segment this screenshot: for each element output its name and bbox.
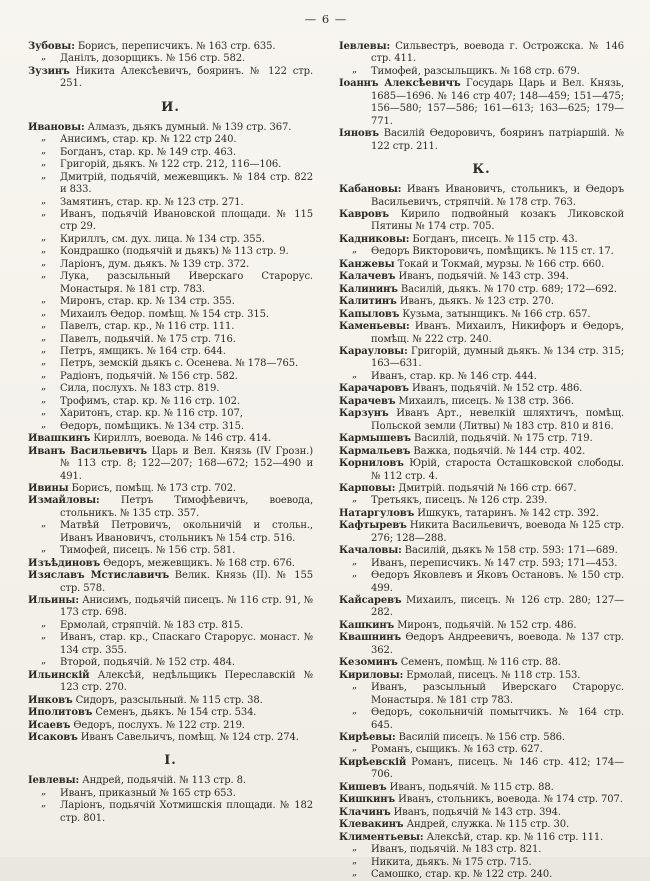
entry-surname: Іоаннъ Алексѣевичъ [339, 78, 461, 90]
index-entry [28, 720, 313, 732]
entry-text: Иванъ, дьякъ. № 123 стр. 270. [399, 296, 554, 308]
entry-surname: Кирѣевскій [339, 756, 407, 768]
index-entry [339, 383, 624, 395]
index-entry-ditto [339, 844, 624, 856]
entry-surname: Каменьевы: [339, 321, 410, 333]
index-entry [28, 732, 313, 744]
ditto-mark: „ [41, 244, 47, 256]
ditto-mark: „ [41, 306, 47, 318]
ditto-mark: „ [41, 194, 47, 206]
entry-surname: Квашнинъ [339, 632, 402, 644]
entry-text: Кириллъ, воевода. № 146 стр. 414. [93, 433, 272, 445]
entry-text: Василій Ѳедоровичъ, бояринъ патріаршій. № 122 стр. 211. [371, 128, 624, 152]
index-entry-ditto [28, 545, 313, 557]
ditto-mark: „ [41, 144, 47, 156]
entry-text: Михаилъ Ѳедор. помѣщ. № 154 стр. 315. [60, 308, 269, 320]
index-entry-ditto [28, 271, 313, 296]
entry-text: Алексѣй, стар. кр. № 116 стр. 111. [426, 831, 604, 843]
ditto-mark: „ [41, 655, 47, 667]
entry-surname: Качаловы: [339, 545, 402, 557]
index-entry-ditto [28, 206, 313, 234]
index-entry [339, 284, 624, 296]
entry-text: Иванъ Ивановичъ, стольникъ, и Ѳедоръ Васильевичъ, стряпчій. № 178 стр. 763. [371, 184, 624, 208]
index-entry [339, 128, 624, 153]
index-entry-ditto [28, 194, 313, 209]
entry-text: Ермолай, писецъ. № 118 стр. 153. [406, 669, 581, 681]
index-entry-ditto [28, 159, 313, 171]
entry-text: Ларіонъ, подьячій Хотмишскія площади. № 182 стр. 801. [60, 800, 313, 824]
index-entry [339, 446, 624, 458]
entry-surname: Исаковъ [28, 732, 78, 744]
entry-text: Сидоръ, разсыльный. № 115 стр. 38. [75, 694, 263, 706]
entry-surname: Кармальевъ [339, 445, 411, 457]
entry-text: Борисъ, переписчикъ. № 163 стр. 635. [77, 41, 276, 52]
entry-surname: Иванъ Васильевичъ [28, 445, 147, 457]
entry-text: Григорій, думный дьякъ. № 134 стр. 315; 163—631. [371, 345, 625, 370]
entry-text: Семенъ, помѣщ. № 116 стр. 88. [400, 657, 561, 669]
entry-text: Кузьма, затынщикъ. № 166 стр. 657. [402, 308, 591, 320]
index-entry-ditto [28, 134, 313, 146]
index-entry-ditto [339, 744, 624, 756]
entry-text: Юрій, староста Осташковской слободы. № 112 стр. 4. [371, 458, 624, 482]
index-entry-ditto [28, 383, 313, 395]
index-entry [339, 520, 624, 545]
index-entry [339, 346, 624, 371]
entry-surname: Исаевъ [28, 719, 71, 731]
index-entry-ditto [28, 331, 313, 346]
entry-text: Андрей, подьячій. № 113 стр. 8. [82, 775, 246, 787]
entry-surname: Клачинъ [339, 806, 391, 818]
entry-surname: Кайсаревъ [339, 595, 402, 607]
index-entry [339, 184, 624, 209]
entry-text: Важка, подьячій. № 144 стр. 402. [413, 445, 586, 457]
ditto-mark: „ [41, 381, 47, 393]
entry-text: Сильвестръ, воевода г. Острожска. № 146 стр. 411. [371, 41, 625, 65]
index-entry [339, 271, 624, 283]
ditto-mark: „ [352, 555, 358, 567]
entry-surname: Измайловы: [28, 495, 100, 507]
index-entry [28, 446, 313, 483]
index-entry-ditto [28, 246, 313, 258]
index-entry [28, 775, 313, 787]
index-entry [28, 66, 313, 91]
ditto-mark: „ [41, 269, 47, 281]
index-entry-ditto [28, 617, 313, 632]
entry-text: Никита, дьякъ. № 175 стр. 715. [371, 856, 532, 868]
entry-text: Ѳедоръ, межевщикъ. № 168 стр. 676. [103, 557, 295, 569]
entry-surname: Карачевъ [339, 395, 396, 407]
index-entry-ditto [339, 854, 624, 869]
entry-text: Иванъ, приказный № 165 стр 653. [60, 787, 236, 799]
entry-surname: Кашкинъ [339, 619, 395, 631]
entry-text: Павелъ, стар. кр., № 116 стр. 111. [60, 321, 235, 333]
entry-text: Иванъ, подьячій. № 183 стр. 821. [371, 844, 542, 856]
entry-text: Радіонъ, подьячій. № 156 стр. 582. [60, 370, 238, 382]
index-entry [339, 259, 624, 271]
index-entry [339, 408, 624, 433]
index-entry [28, 695, 313, 707]
index-entry-ditto [28, 321, 313, 333]
ditto-mark: „ [41, 617, 47, 629]
entry-surname: Кирѣевы: [339, 732, 396, 744]
entry-surname: Карачаровъ [339, 383, 409, 395]
index-entry-ditto [28, 800, 313, 825]
page-number: — 6 — [304, 12, 348, 26]
ditto-mark: „ [352, 244, 358, 256]
index-entry-ditto [28, 393, 313, 408]
entry-text: Григорій, дьякъ. № 122 стр. 212, 116—106. [60, 159, 282, 171]
index-entry [339, 807, 624, 819]
index-entry [339, 595, 624, 620]
entry-text: Иванъ, подьячій. № 152 стр. 486. [412, 383, 583, 395]
index-entry-ditto [28, 53, 313, 65]
ditto-mark: „ [41, 393, 47, 405]
index-entry [339, 670, 624, 682]
entry-surname: Климентьевы: [339, 831, 424, 843]
entry-text: Лука, разсыльный Иверскаго Старорус. Монастыря. № 181 стр. 783. [60, 271, 313, 295]
index-entry-ditto [339, 570, 624, 595]
entry-surname: Ивашкинъ [28, 433, 91, 445]
index-entry [28, 433, 313, 445]
ditto-mark: „ [352, 493, 358, 505]
index-entry-ditto [339, 682, 624, 707]
index-entry [28, 570, 313, 595]
ditto-mark: „ [352, 854, 358, 866]
entry-surname: Инковъ [28, 694, 73, 706]
entry-text: Романъ, сыщикъ. № 163 стр. 627. [371, 744, 543, 756]
entry-surname: Кириловы: [339, 669, 404, 681]
index-entry [339, 296, 624, 308]
entry-text: Самошко, стар. кр. № 122 стр. 240. [371, 869, 553, 880]
entry-surname: Натаргуловъ [339, 507, 415, 519]
entry-text: Семенъ, дьякъ. № 154 стр. 534. [95, 707, 257, 719]
entry-surname: Іяновъ [339, 128, 379, 140]
index-entry [339, 732, 624, 744]
entry-text: Алмазъ, дьякъ думный. № 139 стр. 367. [87, 121, 292, 133]
index-entry [339, 832, 624, 844]
ditto-mark: „ [41, 418, 47, 430]
index-entry-ditto [339, 869, 624, 881]
ditto-mark: „ [41, 406, 47, 418]
entry-text: Трофимъ, стар. кр. № 116 стр. 102. [60, 395, 240, 407]
entry-text: Сила, послухъ. № 183 стр. 819. [60, 383, 220, 395]
entry-text: Кирило подвойный козакъ Ликовской Пятины № 174 стр. 705. [371, 208, 624, 233]
entry-text: Василій, подьячій. № 175 стр. 719. [414, 433, 593, 445]
index-entry-ditto [28, 418, 313, 433]
entry-text: Василій писецъ. № 156 стр. 586. [398, 732, 565, 744]
entry-text: Богданъ, стар. кр. № 149 стр. 463. [60, 146, 236, 158]
index-entry-ditto [339, 63, 624, 78]
entry-text: Иванъ, подьячій. № 143 стр. 394. [398, 271, 569, 283]
entry-surname: Зузинъ [28, 65, 70, 77]
entry-text: Ѳедоръ Яковлевъ и Яковъ Остановъ. № 150 стр. 499. [371, 570, 624, 594]
entry-text: Иванъ, стар. кр. № 146 стр. 444. [371, 370, 537, 382]
entry-text: Иванъ, стар. кр., Спаскаго Старорус. монаст. № 134 стр. 355. [60, 632, 313, 656]
entry-text: Анисимъ, стар. кр. № 122 стр 240. [60, 134, 237, 146]
index-entry [339, 483, 624, 495]
entry-text: Андрей, служка. № 115 стр. 30. [406, 819, 570, 831]
index-entry-ditto [339, 246, 624, 258]
index-entry-ditto [28, 256, 313, 271]
entry-text: Кондрашко (подьячій и дьякъ) № 113 стр. 9. [60, 246, 289, 258]
entry-surname: Іевлевы: [28, 775, 80, 787]
index-entry [339, 508, 624, 520]
ditto-mark: „ [352, 568, 358, 580]
index-entry [339, 757, 624, 782]
entry-surname: Карповы: [339, 482, 396, 494]
ditto-mark: „ [41, 343, 47, 355]
index-entry [339, 396, 624, 408]
entry-surname: Калачевъ [339, 271, 396, 283]
ditto-mark: „ [352, 867, 358, 878]
ditto-mark: „ [41, 356, 47, 368]
entry-text: Иванъ, стольникъ, воевода. № 174 стр. 707. [398, 794, 623, 806]
index-entry-ditto [28, 306, 313, 321]
entry-surname: Ивины [28, 482, 69, 494]
entry-text: Ѳедоръ Викторовичъ, помѣщикъ. № 115 ст. 17. [371, 246, 614, 258]
entry-text: Никита Васильевичъ, воевода № 125 стр. 276; 128—288. [371, 520, 625, 544]
entry-surname: Ильины: [28, 595, 79, 607]
ditto-mark: „ [41, 169, 47, 181]
section-letter-heading: І. [164, 753, 177, 769]
index-entry-ditto [28, 231, 313, 246]
index-entry [339, 78, 624, 128]
entry-text: Иванъ, подьячій. № 115 стр. 88. [389, 781, 554, 793]
index-entry [28, 558, 313, 570]
entry-surname: Кадниковы: [339, 233, 410, 245]
ditto-mark: „ [41, 518, 47, 530]
index-entry-ditto [28, 343, 313, 358]
index-entry-ditto [28, 368, 313, 383]
entry-text: Кириллъ, см. дух. лица. № 134 стр. 355. [60, 233, 265, 245]
index-entry [28, 41, 313, 53]
entry-text: Алексѣй, недѣльщикъ Переславскій № 123 стр. 270. [60, 669, 313, 694]
entry-text: Петръ, земскій дьякъ с. Осенева. № 178—765. [60, 358, 299, 370]
entry-text: Дмитрій, подьячій, межевщикъ. № 184 стр. 822 и 833. [60, 171, 313, 196]
entry-text: Дмитрій. подьячій № 166 стр. 667. [398, 482, 577, 494]
entry-text: Петръ Тимофѣевичъ, воевода, стольникъ. № 135 стр. 357. [60, 495, 313, 519]
entry-text: Ишкукъ, татаринъ. № 142 стр. 392. [417, 507, 599, 519]
ditto-mark: „ [352, 842, 358, 854]
index-entry-ditto [339, 707, 624, 732]
entry-text: Ларіонъ, дум. дьякъ. № 139 стр. 372. [60, 258, 250, 270]
index-entry-ditto [28, 520, 313, 545]
entry-surname: Карауловы: [339, 345, 408, 357]
entry-text: Матвѣй Петровичъ, окольничій и стольн., Иванъ Ивановичъ, стольникъ № 154 стр. 516. [60, 520, 313, 544]
entry-text: Петръ, ямщикъ. № 164 стр. 644. [60, 345, 226, 357]
ditto-mark: „ [41, 231, 47, 243]
index-entry [339, 433, 624, 445]
entry-surname: Ильинскій [28, 669, 90, 681]
entry-text: Замятинъ, стар. кр. № 123 стр. 271. [60, 196, 244, 208]
entry-surname: Клевакинъ [339, 819, 404, 831]
index-entry [28, 483, 313, 495]
entry-text: Ѳедоръ Андреевичъ, воевода. № 137 стр. 362. [371, 632, 624, 656]
index-entry [339, 819, 624, 831]
index-entry-ditto [28, 408, 313, 420]
right-column [339, 41, 624, 881]
ditto-mark: „ [352, 742, 358, 754]
entry-surname: Капыловъ [339, 308, 400, 320]
section-letter-heading: К. [472, 162, 491, 178]
ditto-mark: „ [41, 543, 47, 555]
entry-text: Богданъ, писецъ. № 115 стр. 43. [412, 233, 578, 245]
entry-text: Ѳедоръ, помѣщикъ. № 134 стр. 315. [60, 420, 244, 432]
entry-surname: Ивановы: [28, 121, 85, 133]
entry-text: Никита Алексѣевичъ, бояринъ. № 122 стр. 251. [60, 65, 314, 90]
entry-text: Михаилъ, писецъ. № 138 стр. 366. [398, 395, 574, 407]
entry-text: Иванъ. Михаилъ, Никифоръ и Ѳедоръ, помѣщ. № 222 стр. 240. [371, 321, 624, 345]
entry-surname: Кавровъ [339, 208, 389, 220]
index-entry-ditto [28, 657, 313, 669]
index-entry-ditto [339, 495, 624, 507]
ditto-mark: „ [41, 132, 47, 144]
entry-text: Анисимъ, подьячій писецъ. № 116 стр. 91, № 173 стр. 698. [60, 595, 313, 619]
index-entry [339, 545, 624, 557]
ditto-mark: „ [41, 256, 47, 268]
index-entry-ditto [28, 632, 313, 657]
index-entry-ditto [28, 144, 313, 159]
index-entry [339, 632, 624, 657]
entry-text: Иванъ Савельичъ, помѣщ. № 124 стр. 274. [80, 732, 299, 744]
index-entry [28, 595, 313, 620]
entry-text: Иванъ, подьячій Ивановской площади. № 115 стр 29. [60, 208, 313, 233]
entry-surname: Иполитовъ [28, 707, 93, 719]
ditto-mark: „ [41, 294, 47, 306]
ditto-mark: „ [41, 331, 47, 343]
entry-text: Миронъ, стар. кр. № 134 стр. 355. [60, 296, 235, 308]
entry-text: Павелъ, подьячій. № 175 стр. 716. [60, 333, 236, 345]
entry-text: Романъ, писецъ. № 146 стр. 412; 174—706. [371, 756, 625, 781]
index-columns [28, 41, 624, 881]
index-entry-ditto [339, 368, 624, 383]
entry-surname: Кишевъ [339, 781, 387, 793]
ditto-mark: „ [41, 798, 47, 810]
ditto-mark: „ [41, 368, 47, 380]
entry-text: Миронъ, подьячій. № 152 стр. 486. [397, 619, 577, 631]
entry-surname: Калитинъ [339, 296, 397, 308]
section-letter-heading: И. [161, 99, 180, 115]
index-entry [339, 458, 624, 483]
entry-text: Харитонъ, стар. кр. № 116 стр. 107, [60, 408, 243, 420]
entry-text: Токай и Токмай, мурзы. № 166 стр. 660. [397, 258, 605, 270]
ditto-mark: „ [352, 705, 358, 717]
entry-text: Второй, подьячій. № 152 стр. 484. [60, 657, 235, 669]
index-entry [339, 794, 624, 806]
index-entry [28, 495, 313, 520]
index-entry [339, 657, 624, 669]
entry-surname: Канжевы [339, 258, 395, 270]
entry-text: Тимофей, писецъ. № 156 стр. 581. [60, 545, 236, 557]
entry-text: Иванъ, разсыльный Иверскаго Старорус. Монастыря. № 181 стр 783. [371, 682, 624, 706]
entry-surname: Изяславъ Мстиславичъ [28, 570, 170, 582]
index-entry-ditto [28, 358, 313, 370]
entry-surname: Кафтыревъ [339, 520, 407, 532]
entry-text: Государь Царь и Вел. Князь, 1685—1696. № 146 стр 407; 148—459; 151—475; 156—580; 157—586; 161—613; 163—625; 179—771. [371, 78, 624, 127]
index-entry [339, 620, 624, 632]
entry-surname: Корниловъ [339, 458, 404, 470]
entry-text: Иванъ Арт., невелкій шляхтичъ, помѣщ. Польской земли (Литвы) № 183 стр. 810 и 816. [371, 408, 624, 432]
left-column [28, 41, 313, 881]
index-entry [28, 122, 313, 134]
entry-text: Василій, дьякъ. № 170 стр. 689; 172—692. [400, 283, 617, 295]
index-entry [339, 234, 624, 246]
ditto-mark: „ [352, 680, 358, 692]
entry-text: Ѳедоръ, сокольничій помытчикъ. № 164 стр. 645. [371, 707, 624, 731]
entry-surname: Кишкинъ [339, 794, 396, 806]
index-entry-ditto [28, 296, 313, 308]
entry-text: Тимофей, разсыльщикъ. № 168 стр. 679. [371, 65, 580, 77]
ditto-mark: „ [41, 206, 47, 218]
entry-text: Иванъ, подьячій № 143 стр. 394. [393, 806, 561, 818]
entry-surname: Іевлевы: [339, 41, 391, 52]
entry-surname: Карзунъ [339, 408, 389, 420]
entry-text: Царь и Вел. Князь (IV Грозн.) № 113 стр. 8; 122—207; 168—672; 152—490 и 491. [60, 445, 313, 482]
ditto-mark: „ [352, 63, 358, 75]
entry-surname: Кезоминъ [339, 657, 398, 669]
entry-surname: Кармышевъ [339, 433, 411, 445]
entry-text: Василій, дьякъ № 158 стр. 593: 171—689. [404, 545, 618, 557]
entry-surname: Кабановы: [339, 184, 402, 196]
ditto-mark: „ [41, 630, 47, 642]
entry-surname: Калининъ [339, 283, 398, 295]
entry-text: Велик. Князь (II). № 155 стр. 578. [60, 570, 313, 594]
ditto-mark: „ [41, 785, 47, 797]
index-entry [339, 209, 624, 234]
ditto-mark: „ [41, 319, 47, 331]
index-entry [339, 41, 624, 66]
ditto-mark: „ [352, 368, 358, 380]
entry-text: Данілъ, дозорщикъ. № 156 стр. 582. [60, 53, 245, 65]
ditto-mark: „ [41, 157, 47, 169]
entry-surname: Изъѣдиновъ [28, 557, 101, 569]
entry-text: Ѳедоръ, послухъ. № 122 стр. 219. [73, 719, 245, 731]
index-entry [28, 670, 313, 695]
entry-text: Ермолай, стряпчій. № 183 стр. 815. [60, 619, 244, 631]
index-entry-ditto [28, 785, 313, 800]
index-entry [339, 782, 624, 794]
entry-text: Борисъ, помѣщ. № 173 стр. 702. [71, 482, 236, 494]
index-entry-ditto [28, 169, 313, 197]
entry-text: Михаилъ, писецъ. № 126 стр. 280; 127—282. [371, 595, 624, 619]
index-entry [339, 309, 624, 321]
ditto-mark: „ [41, 51, 47, 63]
entry-text: Иванъ, переписчикъ. № 147 стр. 593; 171—453. [371, 557, 618, 569]
index-entry [339, 321, 624, 346]
entry-text: Третьякъ, писецъ. № 126 стр. 239. [371, 495, 548, 507]
entry-surname: Зубовы: [28, 41, 75, 52]
index-entry [28, 707, 313, 719]
index-entry-ditto [339, 555, 624, 570]
